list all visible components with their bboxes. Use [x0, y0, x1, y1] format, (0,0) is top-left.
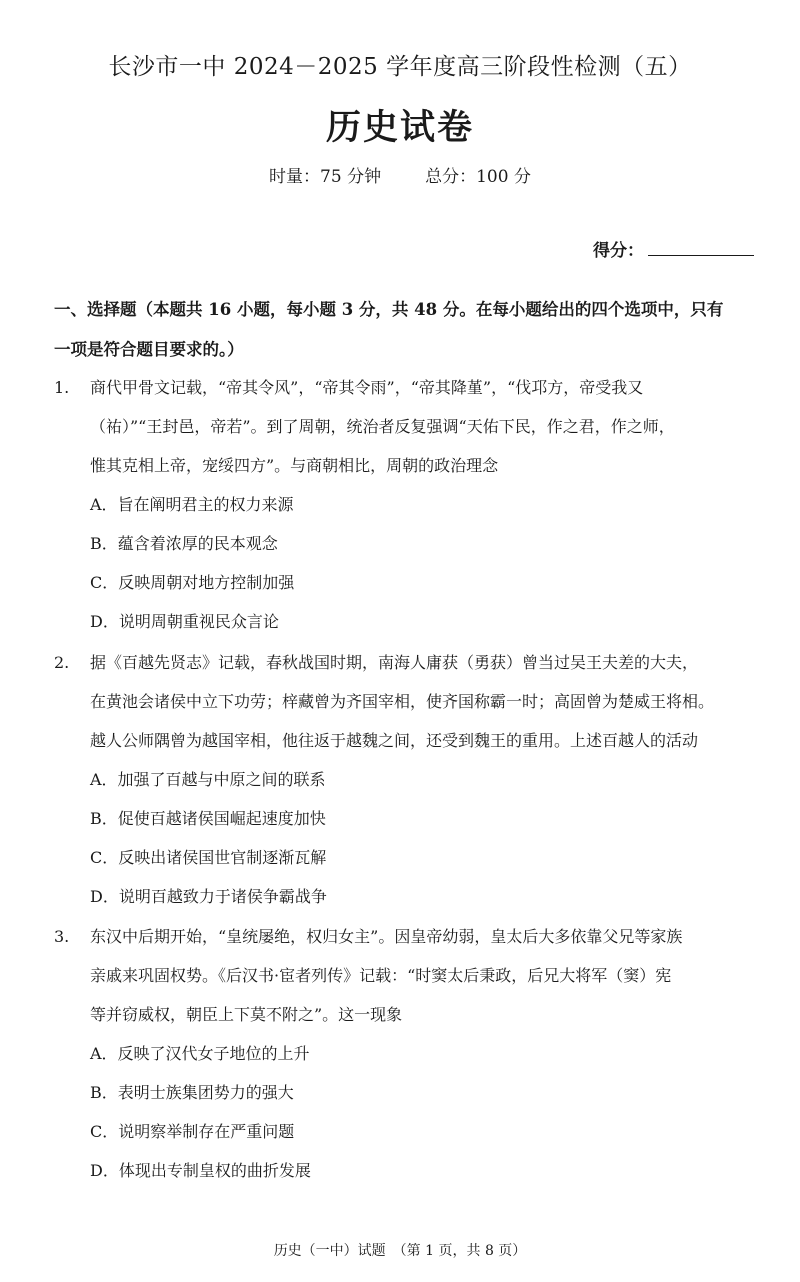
option-c[interactable]: C．说明察举制存在严重问题 — [90, 1122, 295, 1141]
question-2 — [54, 643, 754, 916]
question-stem-text: 越人公师隅曾为越国宰相，他往返于越魏之间，还受到魏王的重用。上述百越人的活动 — [90, 731, 699, 750]
question-stem-text: 据《百越先贤志》记载，春秋战国时期，南海人庸获（勇获）曾当过吴王夫差的大夫， — [90, 653, 699, 672]
question-1 — [54, 368, 754, 641]
option-c[interactable]: C．反映出诸侯国世官制逐渐瓦解 — [90, 848, 327, 867]
section-heading — [54, 290, 754, 370]
question-stem-line — [54, 446, 754, 485]
question-stem-line — [54, 917, 754, 956]
question-stem-text: 亲戚来巩固权势。《后汉书·宦者列传》记载：“时窦太后秉政，后兄大将军（窦）宪 — [90, 966, 672, 985]
option-a[interactable]: A．加强了百越与中原之间的联系 — [90, 770, 326, 789]
question-stem-text: 东汉中后期开始，“皇统屡绝，权归女主”。因皇帝幼弱，皇太后大多依靠父兄等家族 — [90, 927, 683, 946]
option-d[interactable]: D．说明周朝重视民众言论 — [90, 612, 279, 631]
question-stem-text: 商代甲骨文记载，“帝其令风”，“帝其令雨”，“帝其降堇”，“伐邛方，帝受我又 — [90, 378, 644, 397]
section-instruction-line: 一项是符合题目要求的。） — [54, 340, 244, 359]
section-instruction-line: 一、选择题（本题共 16 小题，每小题 3 分，共 48 分。在每小题给出的四个选项中，只有 — [54, 300, 724, 319]
option-d[interactable]: D．说明百越致力于诸侯争霸战争 — [90, 887, 327, 906]
question-stem-text: 惟其克相上帝，宠绥四方”。与商朝相比，周朝的政治理念 — [90, 456, 499, 475]
exam-title: 长沙市一中 2024－2025 学年度高三阶段性检测（五） — [108, 54, 692, 80]
option-b[interactable]: B．表明士族集团势力的强大 — [90, 1083, 294, 1102]
total-score: 总分：100 分 — [425, 167, 531, 187]
question-stem-line — [54, 407, 754, 446]
question-number: 3. — [54, 927, 70, 946]
question-stem-text: 在黄池会诸侯中立下功劳；梓藏曾为齐国宰相，使齐国称霸一时；高固曾为楚威王将相。 — [90, 692, 715, 711]
score-label: 得分： — [593, 241, 644, 261]
question-number: 1. — [54, 378, 70, 397]
question-stem-text: 等并窃威权，朝臣上下莫不附之”。这一现象 — [90, 1005, 403, 1024]
option-b[interactable]: B．促使百越诸侯国崛起速度加快 — [90, 809, 326, 828]
exam-meta — [0, 162, 800, 187]
question-3 — [54, 917, 754, 1190]
option-a[interactable]: A．反映了汉代女子地位的上升 — [90, 1044, 310, 1063]
page-footer: 历史（一中）试题 （第 1 页，共 8 页） — [273, 1243, 527, 1259]
score-field — [593, 236, 754, 261]
question-stem-line — [54, 721, 754, 760]
question-stem-line — [54, 643, 754, 682]
option-c[interactable]: C．反映周朝对地方控制加强 — [90, 573, 295, 592]
option-b[interactable]: B．蕴含着浓厚的民本观念 — [90, 534, 278, 553]
question-stem-line — [54, 995, 754, 1034]
question-stem-line — [54, 682, 754, 721]
option-a[interactable]: A．旨在阐明君主的权力来源 — [90, 495, 294, 514]
question-stem-text: （祐）”“王封邑，帝若”。到了周朝，统治者反复强调“天佑下民，作之君，作之师， — [90, 417, 675, 436]
score-blank — [648, 241, 754, 256]
question-number: 2. — [54, 653, 70, 672]
option-d[interactable]: D．体现出专制皇权的曲折发展 — [90, 1161, 311, 1180]
question-stem-line — [54, 956, 754, 995]
question-stem-line — [54, 368, 754, 407]
time-limit: 时量：75 分钟 — [269, 167, 382, 187]
subject-title: 历史试卷 — [325, 107, 474, 148]
